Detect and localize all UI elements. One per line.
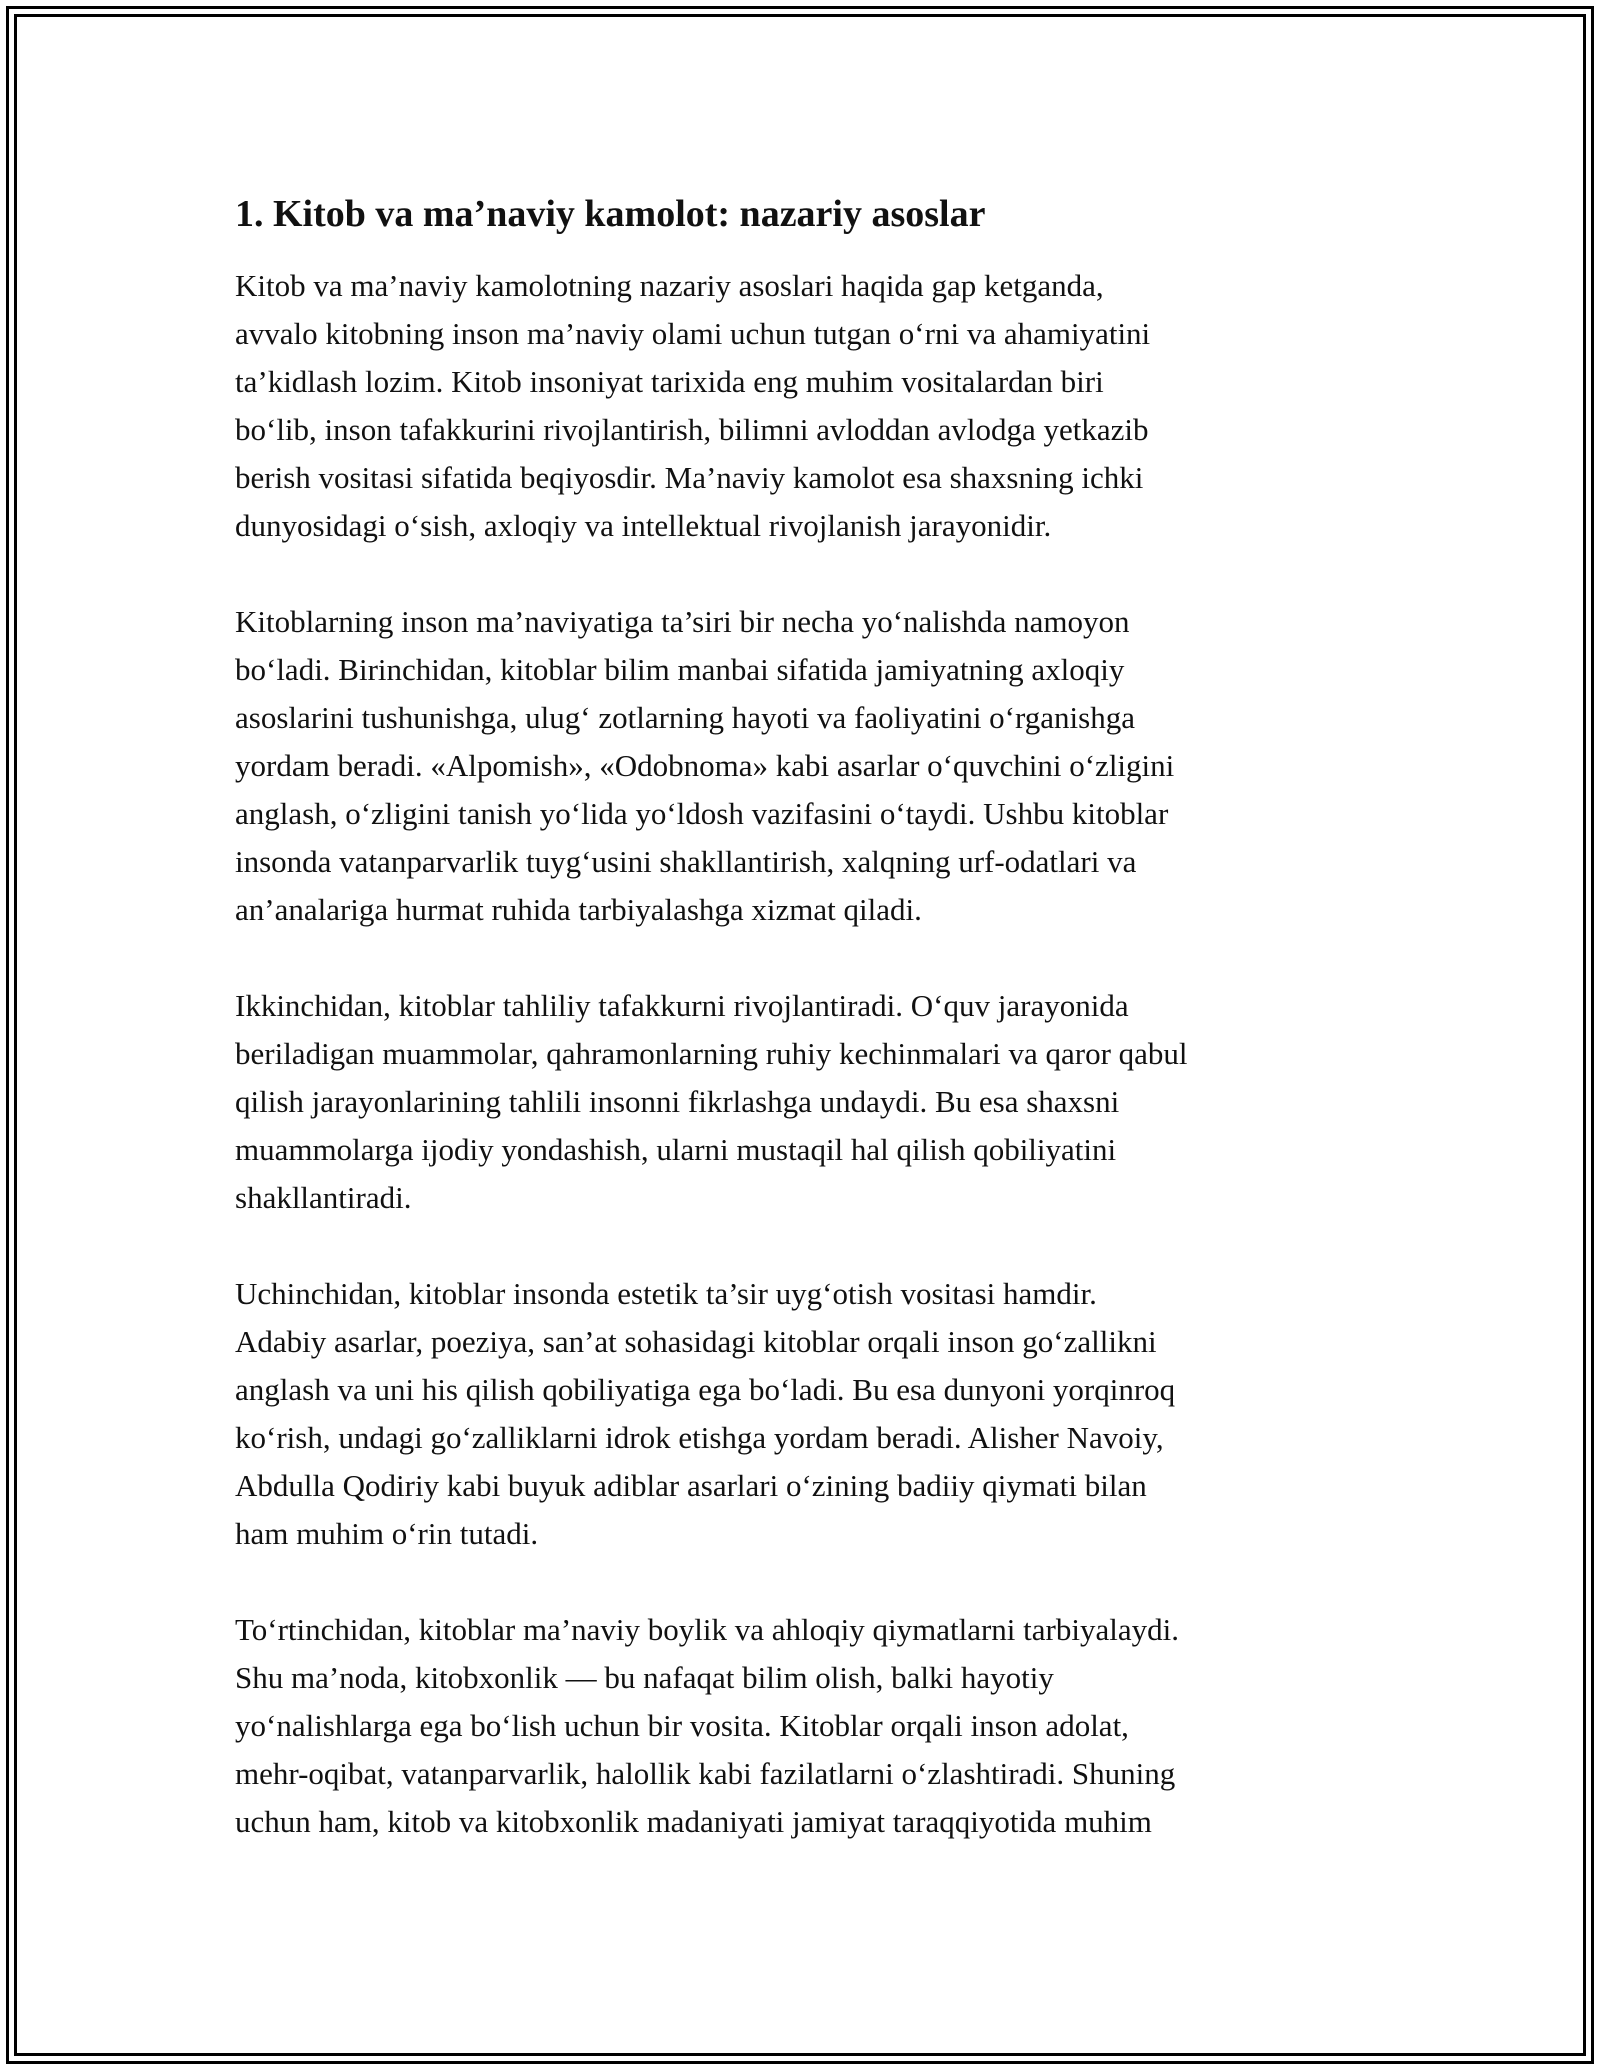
text-line: yo‘nalishlarga ega bo‘lish uchun bir vosita. Kitoblar orqali inson adolat, — [235, 1708, 1129, 1743]
text-line: bo‘lib, inson tafakkurini rivojlantirish, bilimni avloddan avlodga yetkazib — [235, 412, 1149, 447]
text-line: To‘rtinchidan, kitoblar ma’naviy boylik va ahloqiy qiymatlarni tarbiyalaydi. — [235, 1612, 1179, 1647]
text-line: beriladigan muammolar, qahramonlarning ruhiy kechinmalari va qaror qabul — [235, 1036, 1188, 1071]
text-line: Abdulla Qodiriy kabi buyuk adiblar asarlari o‘zining badiiy qiymati bilan — [235, 1468, 1147, 1503]
text-line: an’analariga hurmat ruhida tarbiyalashga xizmat qiladi. — [235, 892, 922, 927]
text-line: avvalo kitobning inson ma’naviy olami uchun tutgan o‘rni va ahamiyatini — [235, 316, 1151, 351]
text-line: ham muhim o‘rin tutadi. — [235, 1516, 539, 1551]
section-heading: 1. Kitob va ma’naviy kamolot: nazariy asoslar — [235, 193, 986, 235]
paragraph-third — [235, 1270, 1380, 1558]
text-line: yordam beradi. «Alpomish», «Odobnoma» kabi asarlar o‘quvchini o‘zligini — [235, 748, 1175, 783]
text-line: berish vositasi sifatida beqiyosdir. Ma’naviy kamolot esa shaxsning ichki — [235, 460, 1144, 495]
text-line: qilish jarayonlarining tahlili insonni fikrlashga undaydi. Bu esa shaxsni — [235, 1084, 1120, 1119]
document-body — [235, 186, 1380, 1894]
text-line: Kitob va ma’naviy kamolotning nazariy asoslari haqida gap ketganda, — [235, 268, 1104, 303]
text-line: ko‘rish, undagi go‘zalliklarni idrok etishga yordam beradi. Alisher Navoiy, — [235, 1420, 1164, 1455]
text-line: shakllantiradi. — [235, 1180, 412, 1215]
text-line: mehr-oqibat, vatanparvarlik, halollik kabi fazilatlarni o‘zlashtiradi. Shuning — [235, 1756, 1176, 1791]
text-line: Adabiy asarlar, poeziya, san’at sohasidagi kitoblar orqali inson go‘zallikni — [235, 1324, 1157, 1359]
text-line: insonda vatanparvarlik tuyg‘usini shakllantirish, xalqning urf-odatlari va — [235, 844, 1137, 879]
text-line: uchun ham, kitob va kitobxonlik madaniyati jamiyat taraqqiyotida muhim — [235, 1804, 1152, 1839]
paragraph-influence — [235, 598, 1380, 934]
paragraph-fourth — [235, 1606, 1380, 1846]
text-line: anglash, o‘zligini tanish yo‘lida yo‘ldosh vazifasini o‘taydi. Ushbu kitoblar — [235, 796, 1169, 831]
text-line: bo‘ladi. Birinchidan, kitoblar bilim manbai sifatida jamiyatning axloqiy — [235, 652, 1125, 687]
text-line: ta’kidlash lozim. Kitob insoniyat tarixida eng muhim vositalardan biri — [235, 364, 1104, 399]
paragraph-second — [235, 982, 1380, 1222]
text-line: asoslarini tushunishga, ulug‘ zotlarning hayoti va faoliyatini o‘rganishga — [235, 700, 1135, 735]
text-line: Shu ma’noda, kitobxonlik — bu nafaqat bilim olish, balki hayotiy — [235, 1660, 1054, 1695]
paragraph-intro — [235, 262, 1380, 550]
text-line: dunyosidagi o‘sish, axloqiy va intellektual rivojlanish jarayonidir. — [235, 508, 1052, 543]
text-line: Ikkinchidan, kitoblar tahliliy tafakkurni rivojlantiradi. O‘quv jarayonida — [235, 988, 1129, 1023]
text-line: Uchinchidan, kitoblar insonda estetik ta’sir uyg‘otish vositasi hamdir. — [235, 1276, 1097, 1311]
text-line: Kitoblarning inson ma’naviyatiga ta’siri bir necha yo‘nalishda namoyon — [235, 604, 1130, 639]
text-line: muammolarga ijodiy yondashish, ularni mustaqil hal qilish qobiliyatini — [235, 1132, 1117, 1167]
text-line: anglash va uni his qilish qobiliyatiga ega bo‘ladi. Bu esa dunyoni yorqinroq — [235, 1372, 1176, 1407]
